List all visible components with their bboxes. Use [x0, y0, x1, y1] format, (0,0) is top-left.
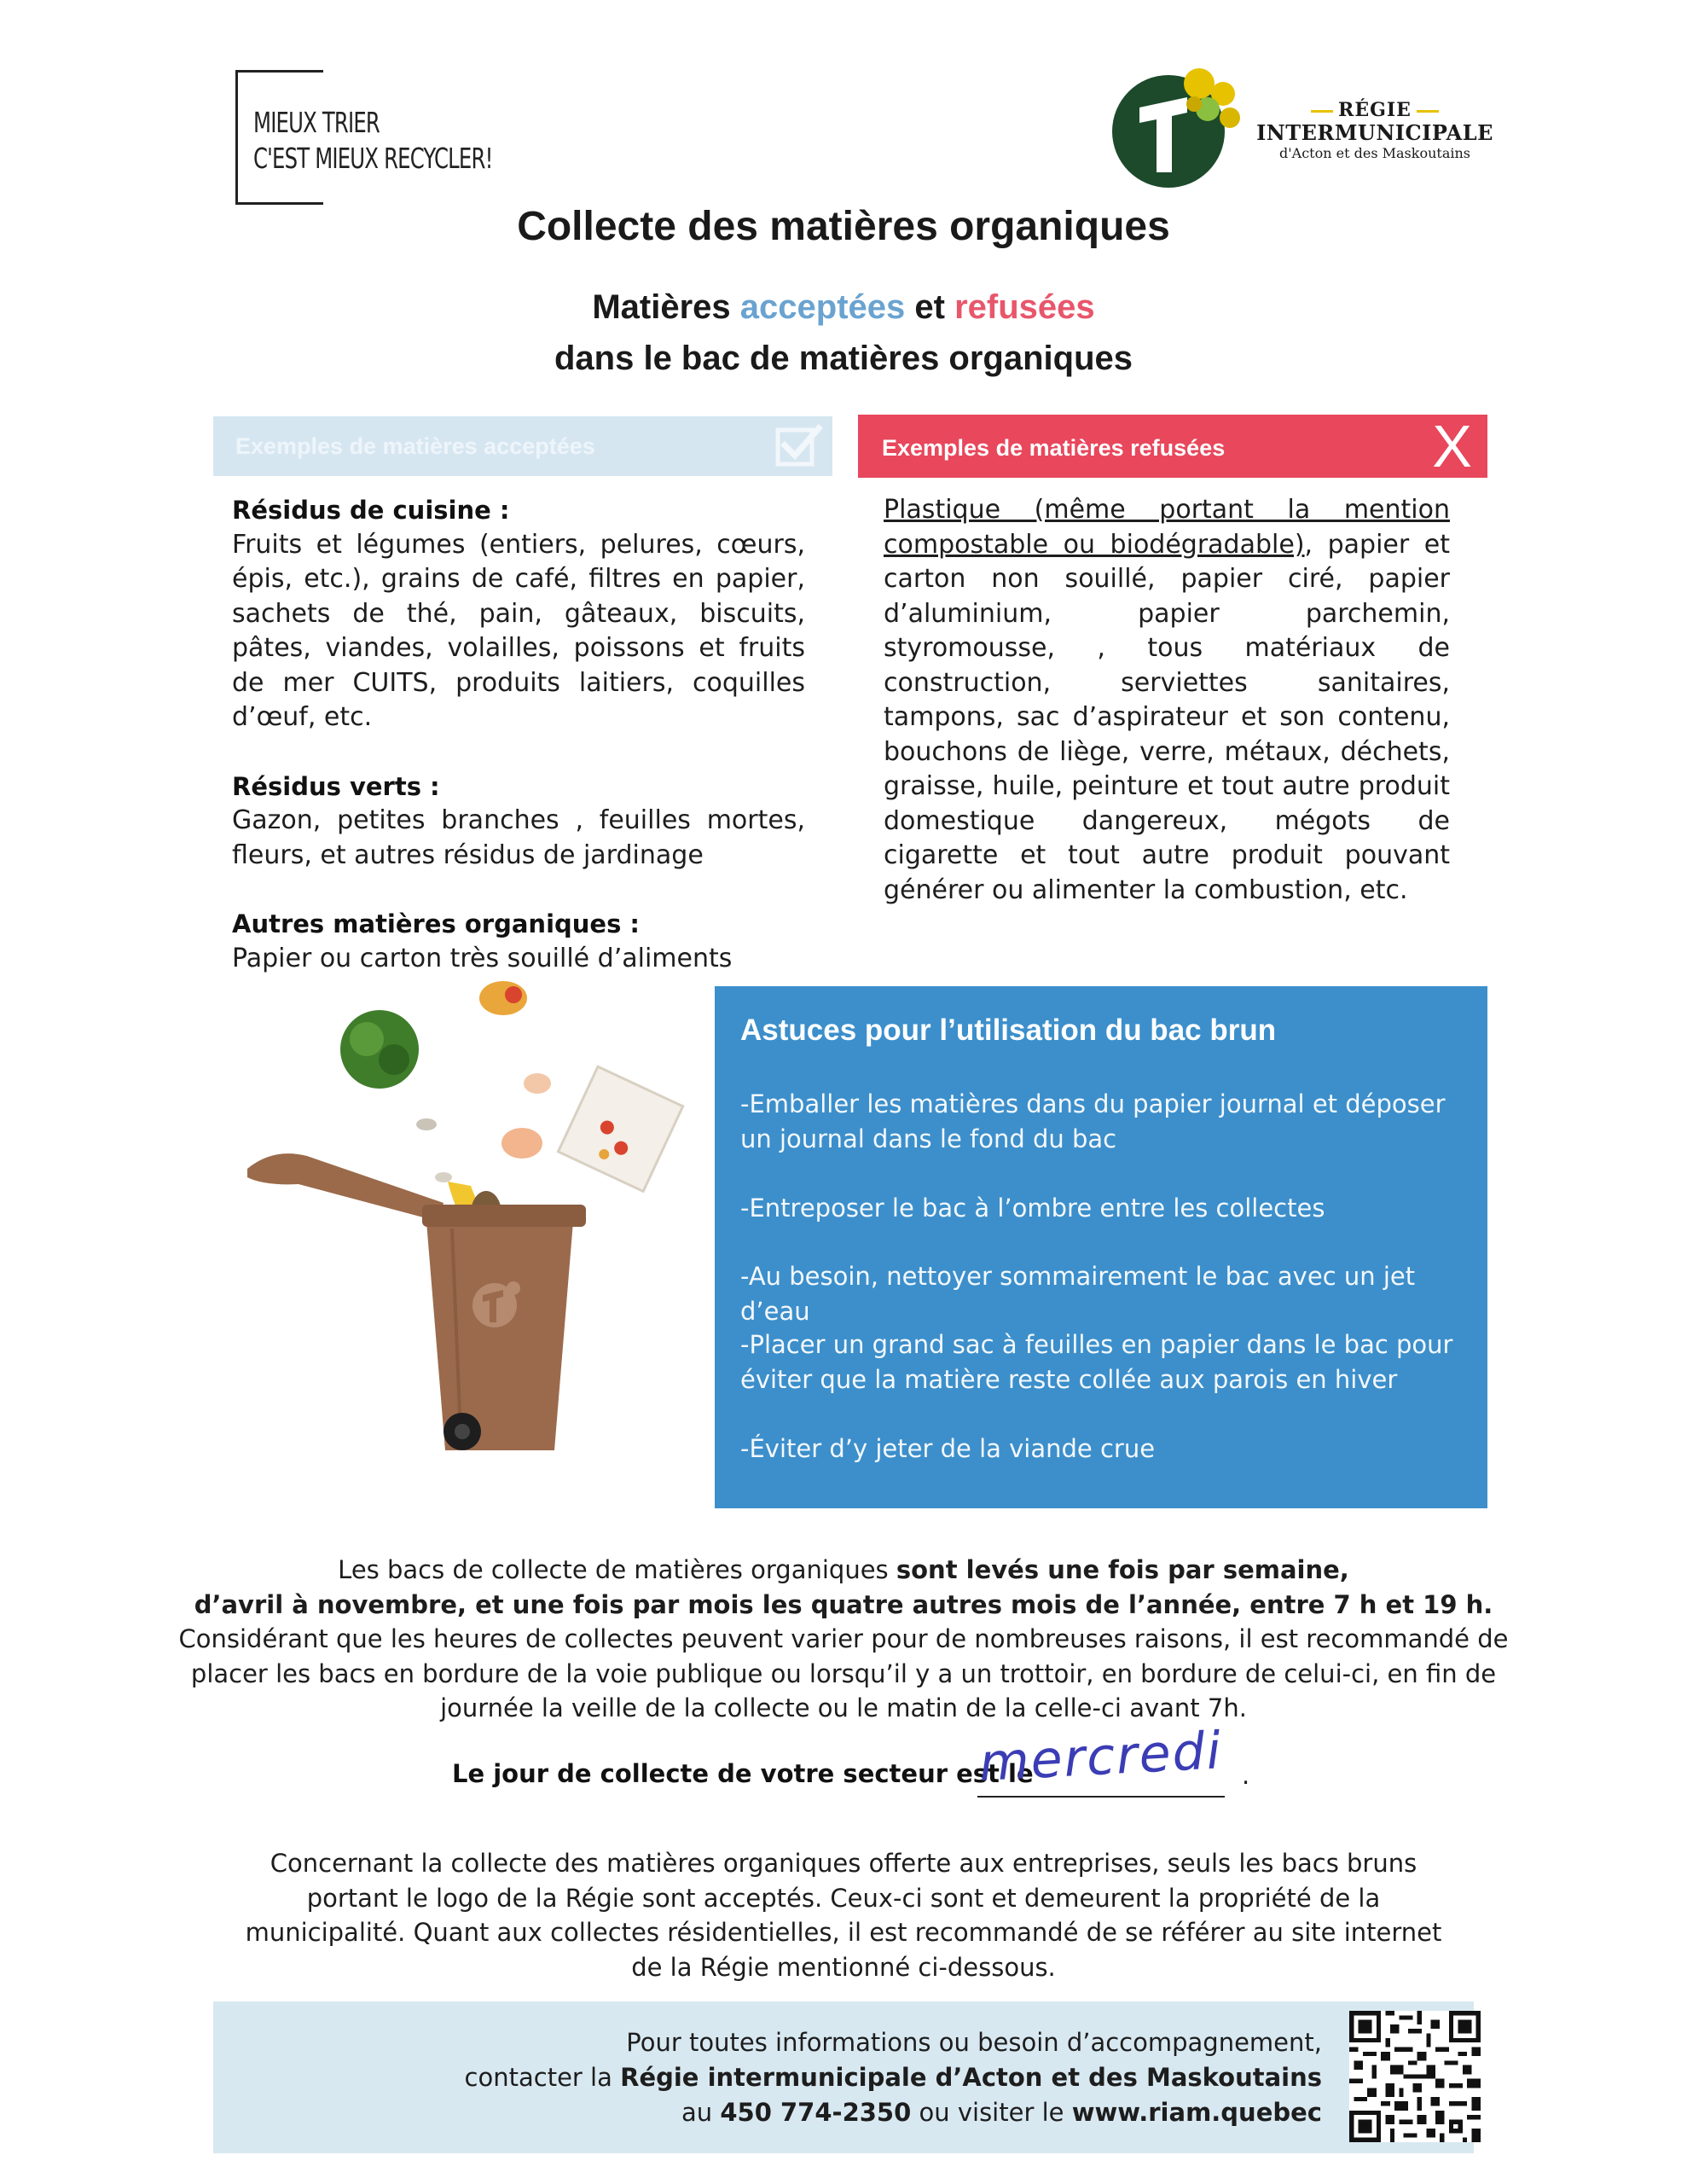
contact-footer [213, 2001, 1474, 2153]
accepted-column [232, 493, 805, 1010]
footer-line-3-start: au [681, 2098, 721, 2127]
accepted-section-text: Papier ou carton très souillé d’aliments [232, 943, 733, 973]
regie-logo [1105, 63, 1498, 191]
footer-line-3-mid: ou visiter le [911, 2098, 1072, 2127]
slogan-line-1: MIEUX TRIER [253, 106, 380, 139]
subtitle-refused-word: refusées [954, 288, 1095, 326]
accepted-header-label: Exemples de matières acceptées [235, 433, 595, 459]
schedule-text-rest: Considérant que les heures de collectes peuvent varier pour de nombreuses raisons, il est recommandé de placer les bacs en bordure de la voie publique ou lorsqu’il y a un trottoir, en bordure de celui-ci, en fin de journée la veille de la collecte ou le matin de la celle-ci avant 7h. [178, 1624, 1509, 1722]
schedule-paragraph [171, 1553, 1516, 1726]
accepted-section-kitchen [232, 493, 805, 735]
accepted-header [213, 416, 832, 476]
refused-header [858, 415, 1487, 478]
refused-text: , papier et carton non souillé, papier ciré, papier d’aluminium, papier parchemin, styromousse, , tous matériaux de construction, serviettes sanitaires, tampons, sac d’aspirateur et son contenu, bouchons de liège, verre, métaux, déchets, graisse, huile, peinture et tout autre produit domestique dangereux, mégots de cigarette et tout autre produit pouvant générer ou alimenter la combustion, etc. [884, 529, 1450, 905]
footer-line-1: Pour toutes informations ou besoin d’accompagnement, [626, 2028, 1322, 2057]
tip-item: -Au besoin, nettoyer sommairement le bac avec un jet d’eau [740, 1262, 1416, 1326]
refused-underlined: Plastique (même portant la mention compostable ou biodégradable) [884, 495, 1450, 560]
collect-day-handwritten: mercredi [977, 1721, 1224, 1793]
collect-day-period: . [1242, 1761, 1250, 1790]
accepted-section-green [232, 770, 805, 874]
slogan-line-2: C'EST MIEUX RECYCLER! [253, 142, 493, 175]
tips-box [715, 986, 1487, 1508]
pizza-box-icon [558, 1066, 682, 1191]
tip-item: -Éviter d’y jeter de la viande crue [740, 1434, 1156, 1463]
subtitle-part-1: Matières [592, 288, 740, 326]
peel-icon [501, 1128, 542, 1159]
accepted-section-other [232, 907, 805, 976]
accepted-section-text: Gazon, petites branches , feuilles mortes, fleurs, et autres résidus de jardinage [232, 805, 805, 870]
subtitle-line-2: dans le bac de matières organiques [554, 340, 1133, 377]
collect-day-label: Le jour de collecte de votre secteur est le [452, 1759, 1034, 1788]
refused-column [884, 493, 1450, 908]
accepted-section-heading: Résidus verts : [232, 771, 440, 801]
logo-line-3: d'Acton et des Maskoutains [1279, 145, 1470, 161]
footer-phone[interactable]: 450 774-2350 [720, 2098, 912, 2127]
brown-bin [426, 1205, 580, 1450]
tip-item: -Emballer les matières dans du papier journal et déposer un journal dans le fond du bac [740, 1089, 1446, 1153]
logo-line-2: INTERMUNICIPALE [1256, 120, 1493, 145]
checkbox-check-icon [774, 423, 822, 469]
subtitle-part-2: et [905, 288, 955, 326]
business-paragraph: Concernant la collecte des matières organiques offerte aux entreprises, seuls les bacs bruns portant le logo de la Régie sont acceptés. Ceux-ci sont et demeurent la propriété de la municipalité. Quant aux collectes résidentielles, il est recommandé de se référer au site internet de la Régie mentionné ci-dessous. [245, 1849, 1442, 1982]
tips-title: Astuces pour l’utilisation du bac brun [740, 1014, 1277, 1047]
tip-item: -Placer un grand sac à feuilles en papier dans le bac pour éviter que la matière reste collée aux parois en hiver [740, 1330, 1453, 1394]
accepted-section-text: Fruits et légumes (entiers, pelures, cœurs, épis, etc.), grains de café, filtres en papier, sachets de thé, pain, gâteaux, biscuits, pâtes, viandes, volailles, poissons et fruits de mer CUITS, produits laitiers, coquilles d’œuf, etc. [232, 529, 805, 732]
refused-header-label: Exemples de matières refusées [882, 435, 1226, 461]
brown-bin-illustration [247, 973, 725, 1467]
slogan-box [235, 70, 493, 205]
schedule-bold-1: sont levés une fois par semaine, [896, 1555, 1349, 1584]
page-title: Collecte des matières organiques [517, 204, 1170, 249]
qr-code-icon[interactable] [1349, 2008, 1481, 2145]
bin-lid [247, 1153, 443, 1222]
footer-organization: Régie intermunicipale d’Acton et des Maskoutains [620, 2063, 1322, 2092]
footer-line-2-start: contacter la [464, 2063, 621, 2092]
logo-line-1: RÉGIE [1338, 99, 1412, 121]
collect-day-blank-line [977, 1796, 1225, 1798]
accepted-section-heading: Autres matières organiques : [232, 909, 641, 938]
x-icon: X [1432, 413, 1472, 479]
schedule-text-start: Les bacs de collecte de matières organiques [338, 1555, 896, 1584]
footer-website-link[interactable]: www.riam.quebec [1071, 2098, 1322, 2127]
subtitle-accepted-word: acceptées [739, 288, 906, 326]
accepted-section-heading: Résidus de cuisine : [232, 496, 510, 525]
subtitle-line-1 [0, 288, 1687, 327]
tip-item: -Entreposer le bac à l’ombre entre les collectes [740, 1194, 1325, 1223]
schedule-bold-2: d’avril à novembre, et une fois par mois les quatre autres mois de l’année, entre 7 h et 19 h. [194, 1589, 1493, 1619]
regie-logo-icon [1105, 63, 1242, 191]
